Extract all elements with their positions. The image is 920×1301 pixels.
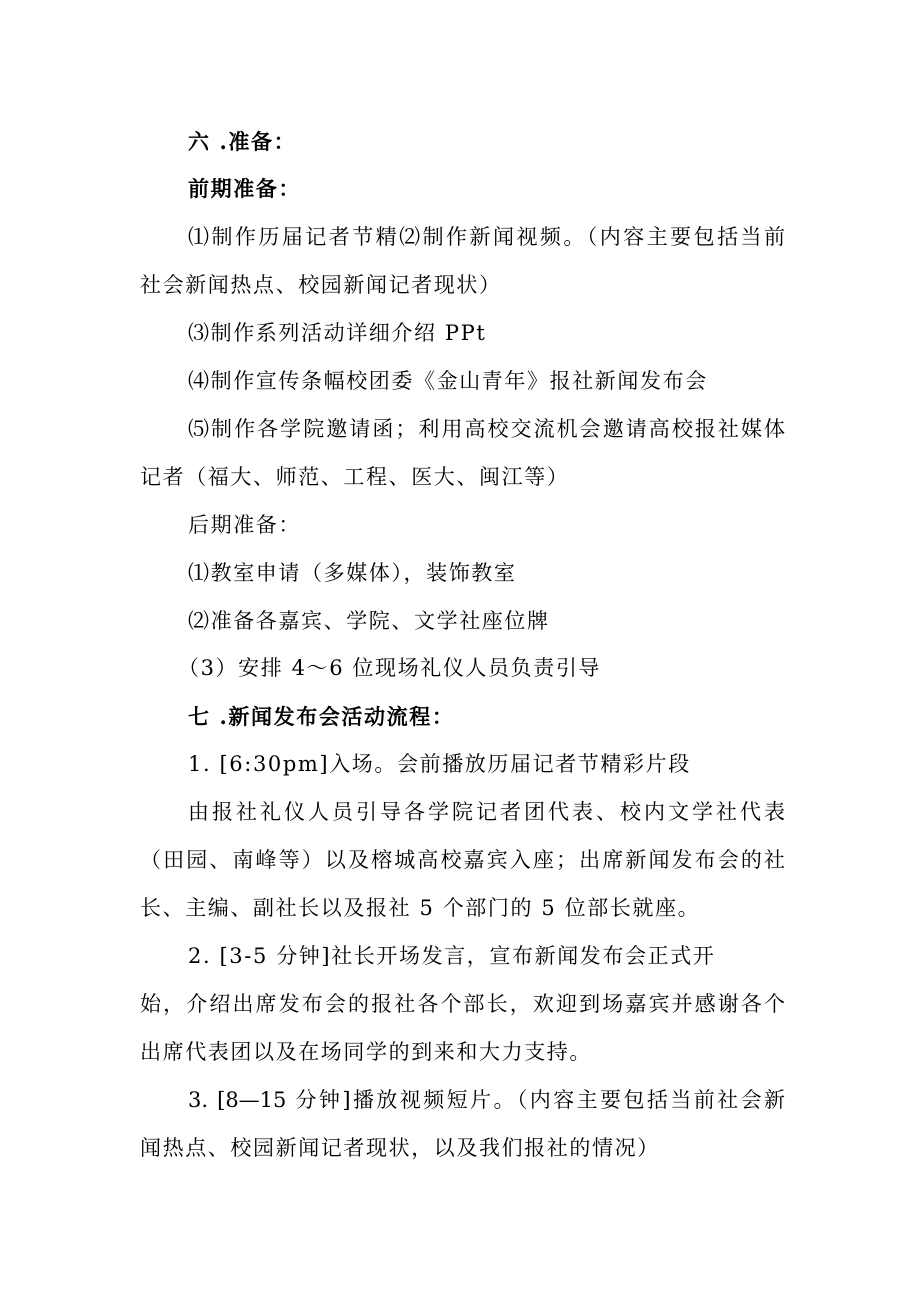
paragraph-line: 出席代表团以及在场同学的到来和大力支持。 [140,1040,592,1064]
paragraph-line: 记者（福大、师范、工程、医大、闽江等） [140,465,570,489]
paragraph-line: 始，介绍出席发布会的报社各个部长，欢迎到场嘉宾并感谢各个 [140,992,785,1016]
subheading-later-preparation: 后期准备： [188,513,301,537]
paragraph-line: 由报社礼仪人员引导各学院记者团代表、校内文学社代表 [188,800,785,824]
section-heading-preparation: 六 .准备： [188,129,297,154]
paragraph-line: ⑴教室申请（多媒体），装饰教室 [188,561,517,585]
paragraph-line: （田园、南峰等）以及榕城高校嘉宾入座；出席新闻发布会的社 [140,848,785,872]
paragraph-line: 长、主编、副社长以及报社 5 个部门的 5 位部长就座。 [140,896,701,920]
paragraph-line: 闻热点、校园新闻记者现状，以及我们报社的情况） [140,1136,660,1160]
paragraph-line: ⑸制作各学院邀请函；利用高校交流机会邀请高校报社媒体 [188,417,785,441]
paragraph-line: ⑴制作历届记者节精⑵制作新闻视频。（内容主要包括当前 [188,225,785,249]
subheading-early-preparation: 前期准备： [188,176,301,201]
paragraph-line: ⑶制作系列活动详细介绍 PPt [188,321,487,345]
paragraph-line: ⑷制作宣传条幅校团委《金山青年》报社新闻发布会 [188,369,708,393]
paragraph-line: 3. [8—15 分钟]播放视频短片。（内容主要包括当前社会新 [188,1088,785,1112]
paragraph-line: （3）安排 4～6 位现场礼仪人员负责引导 [178,656,602,680]
paragraph-line: 2. [3-5 分钟]社长开场发言，宣布新闻发布会正式开 [188,944,716,968]
paragraph-line: 社会新闻热点、校园新闻记者现状） [140,273,502,297]
paragraph-line: ⑵准备各嘉宾、学院、文学社座位牌 [188,609,550,633]
paragraph-line: 1. [6:30pm]入场。会前播放历届记者节精彩片段 [188,752,691,776]
section-heading-process: 七 .新闻发布会活动流程： [188,704,455,729]
